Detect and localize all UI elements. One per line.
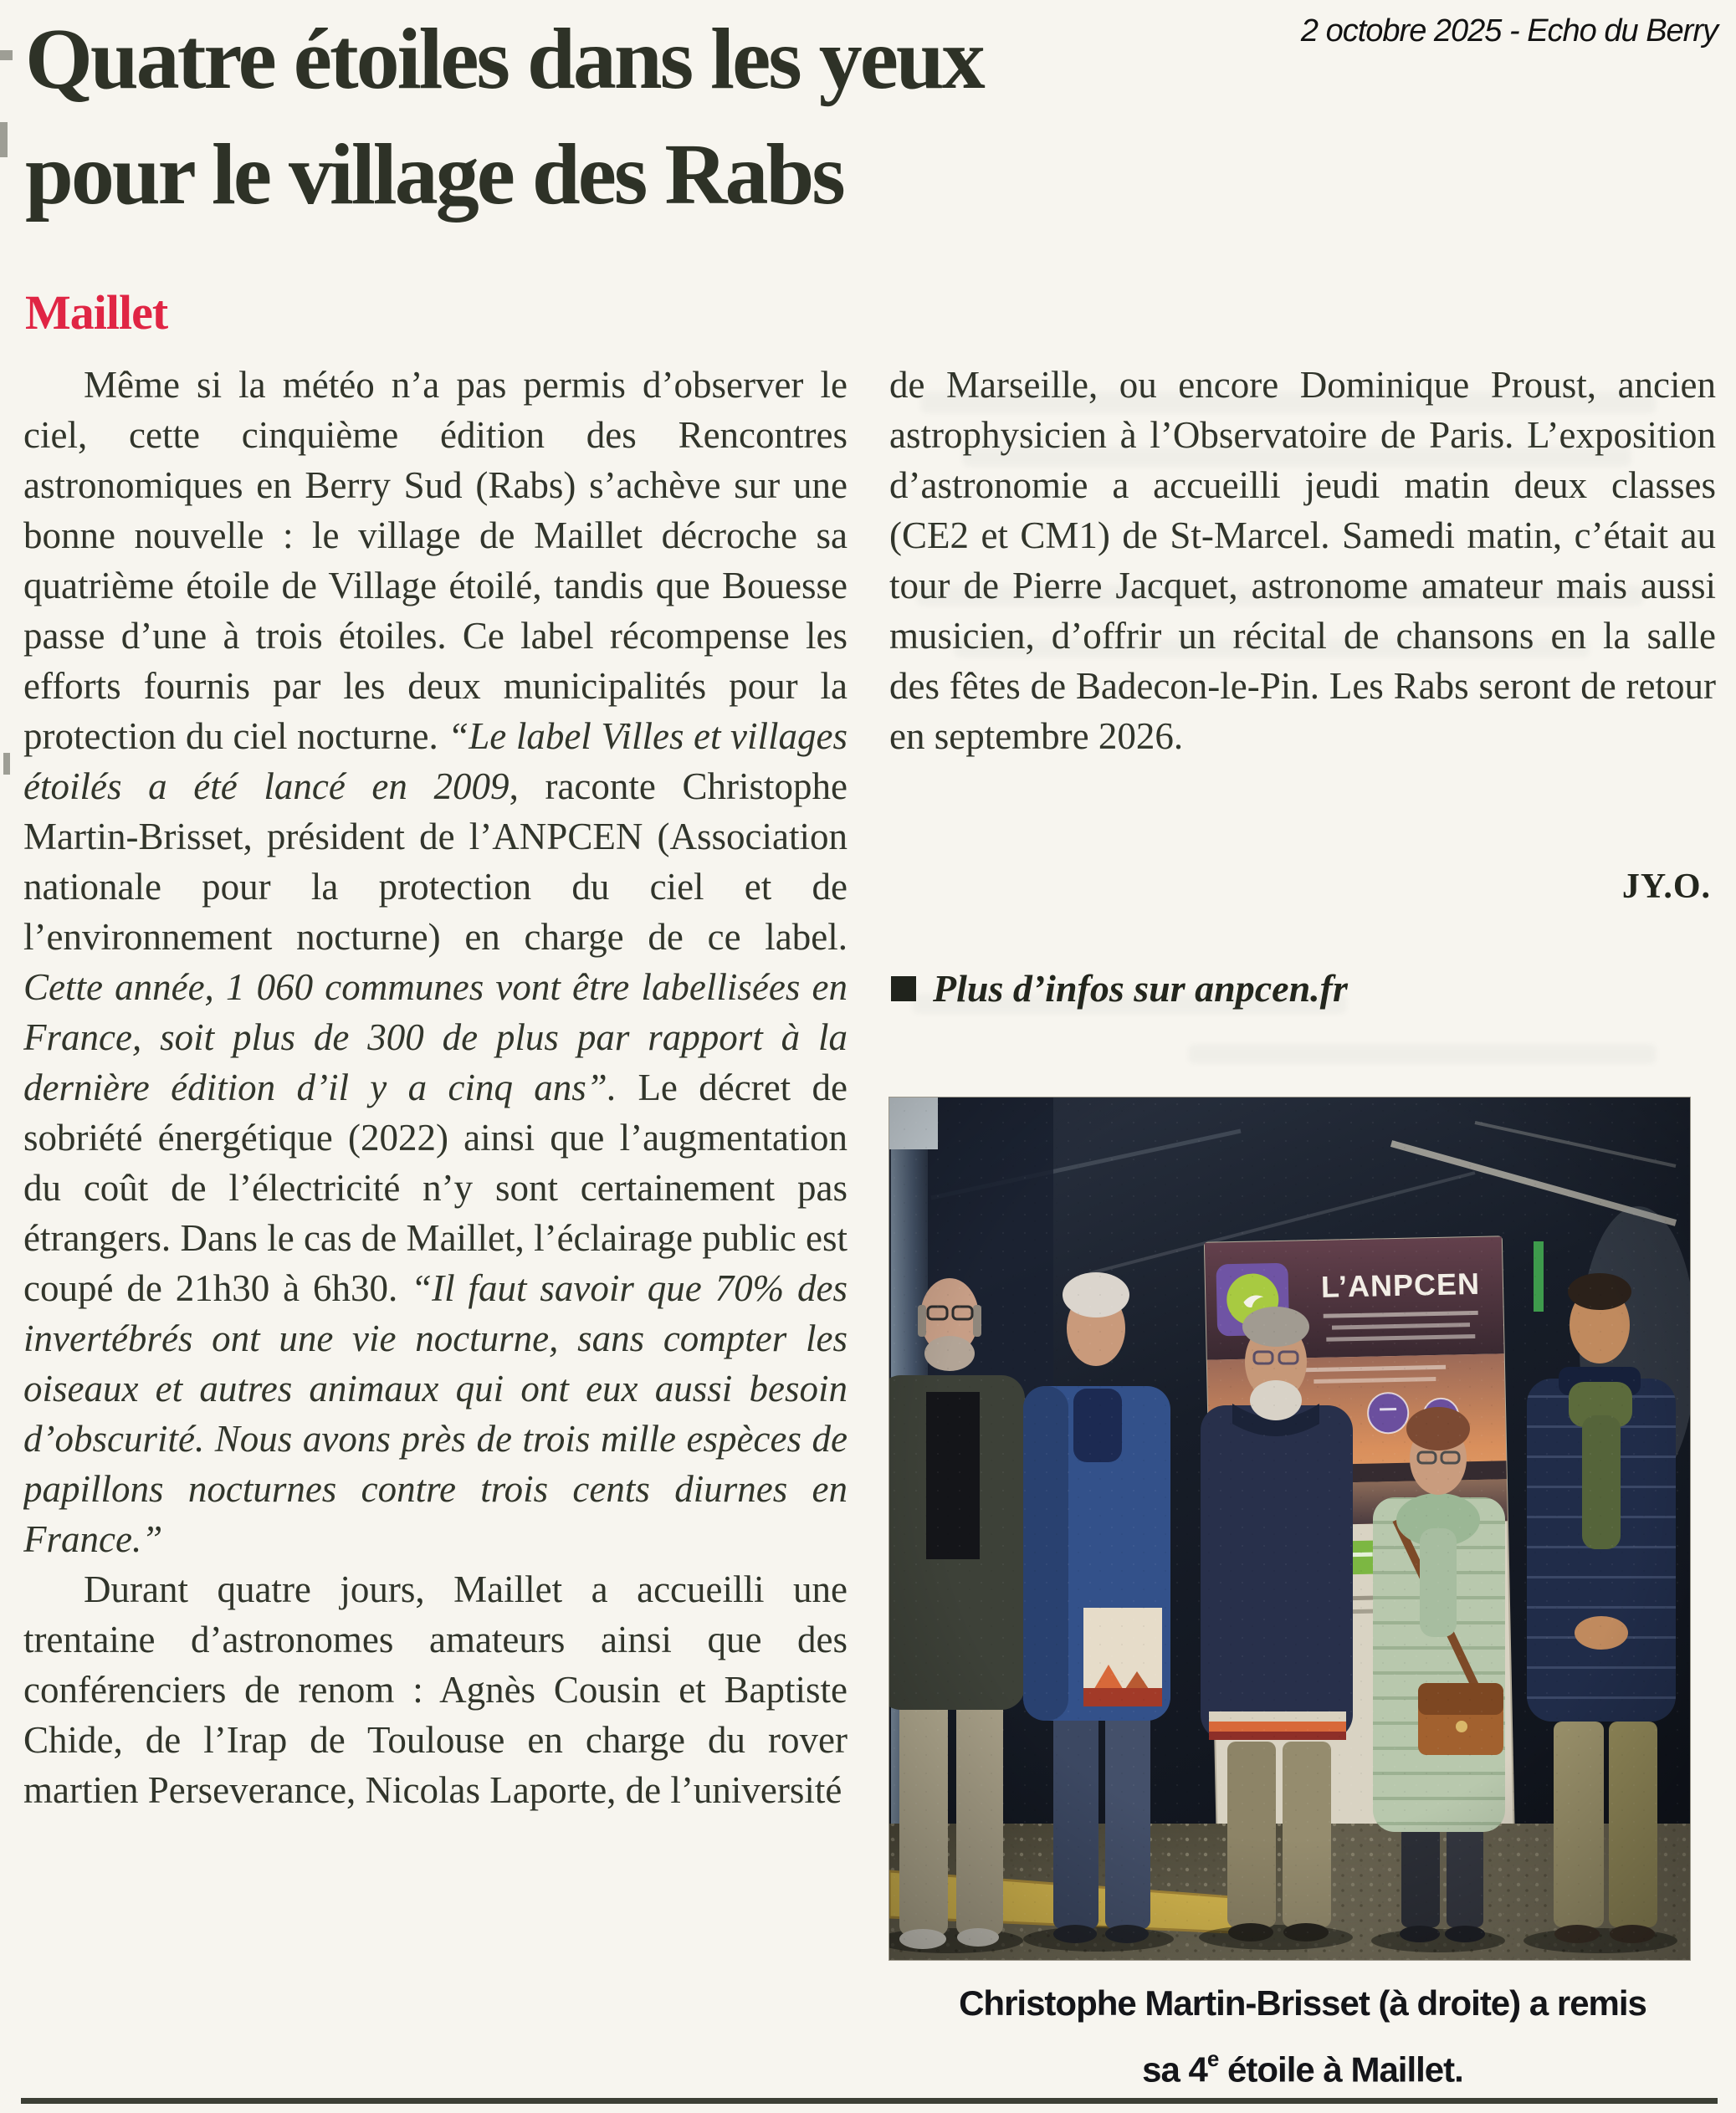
text-run-italic: “Il faut savoir que 70% des invertébrés ont une vie nocturne, sans compter les oiseaux et autres animaux qui ont eux aussi besoin d’obscurité. Nous avons près de trois mille espèces de papillons nocturnes contre trois cents diurnes en France.” <box>23 1267 848 1560</box>
section-kicker: Maillet <box>25 285 168 340</box>
caption-text: étoile à Maillet. <box>1218 2049 1463 2090</box>
dateline: 2 octobre 2025 - Echo du Berry <box>1300 13 1718 49</box>
column-left <box>23 360 848 2066</box>
more-info-line <box>891 964 1348 1014</box>
photo-scene <box>889 1097 1690 1960</box>
scan-artifact <box>0 50 13 60</box>
article-photo <box>889 1097 1690 1960</box>
text-run: Le décret de sobriété énergétique (2022) ainsi que l’augmentation du coût de l’électricité n’y sont certainement pas étrangers. Dans le cas de Maillet, l’éclairage public est coupé de 21h30 à 6h30. <box>23 1067 848 1309</box>
paragraph-3: de Marseille, ou encore Dominique Proust, ancien astrophysicien à l’Observatoire de Paris. L’exposition d’astronomie a accueilli jeudi matin deux classes (CE2 et CM1) de St-Marcel. Samedi matin, c’était au tour de Pierre Jacquet, astronome amateur mais aussi musicien, d’offrir un récital de chansons en la salle des fêtes de Badecon-le-Pin. Les Rabs seront de retour en septembre 2026. <box>889 364 1716 757</box>
photo-caption <box>889 1976 1716 2097</box>
text-run: Même si la météo n’a pas permis d’observer le ciel, cette cinquième édition des Rencontres astronomiques en Berry Sud (Rabs) s’achève sur une bonne nouvelle : le village de Maillet décroche sa quatrième étoile de Village étoilé, tandis que Bouesse passe d’une à trois étoiles. Ce label récompense les efforts fournis par les deux municipalités pour la protection du ciel nocturne. <box>23 364 848 757</box>
bottom-rule <box>21 2098 1718 2104</box>
caption-text: sa 4 <box>1142 2049 1207 2090</box>
text-run-italic: “Le label Villes et villages étoilés a été lancé en 2009 <box>23 715 848 807</box>
paragraph-1 <box>23 360 848 1564</box>
text-run: , raconte Christophe Martin-Brisset, président de l’ANPCEN (Association nationale pour la protection du ciel et de l’environnement nocturne) en charge de ce label. <box>23 765 848 958</box>
article-headline <box>25 2 983 233</box>
caption-line-1: Christophe Martin-Brisset (à droite) a remis <box>959 1983 1646 2023</box>
text-run-italic: Cette année, 1 060 communes vont être labellisées en France, soit plus de 300 de plus par rapport à la dernière édition d’il y a cinq ans”. <box>23 966 848 1108</box>
column-right <box>889 360 1716 2113</box>
square-bullet-icon <box>891 976 916 1001</box>
paragraph-2: Durant quatre jours, Maillet a accueilli une trentaine d’astronomes amateurs ainsi que des conférenciers de renom : Agnès Cousin et Baptiste Chide, de l’Irap de Toulouse en charge du rover martien Perseverance, Nicolas Laporte, de l’université <box>23 1568 848 1811</box>
caption-line-2 <box>889 2031 1716 2097</box>
scan-artifact <box>3 753 10 775</box>
scan-artifact <box>0 122 8 157</box>
photo-vignette <box>889 1097 1690 1960</box>
more-info-label: Plus d’infos sur anpcen.fr <box>933 967 1348 1010</box>
headline-line-2: pour le village des Rabs <box>25 126 843 223</box>
headline-line-1: Quatre étoiles dans les yeux <box>25 11 983 107</box>
byline: JY.O. <box>1621 867 1711 906</box>
caption-superscript: e <box>1206 2046 1219 2071</box>
